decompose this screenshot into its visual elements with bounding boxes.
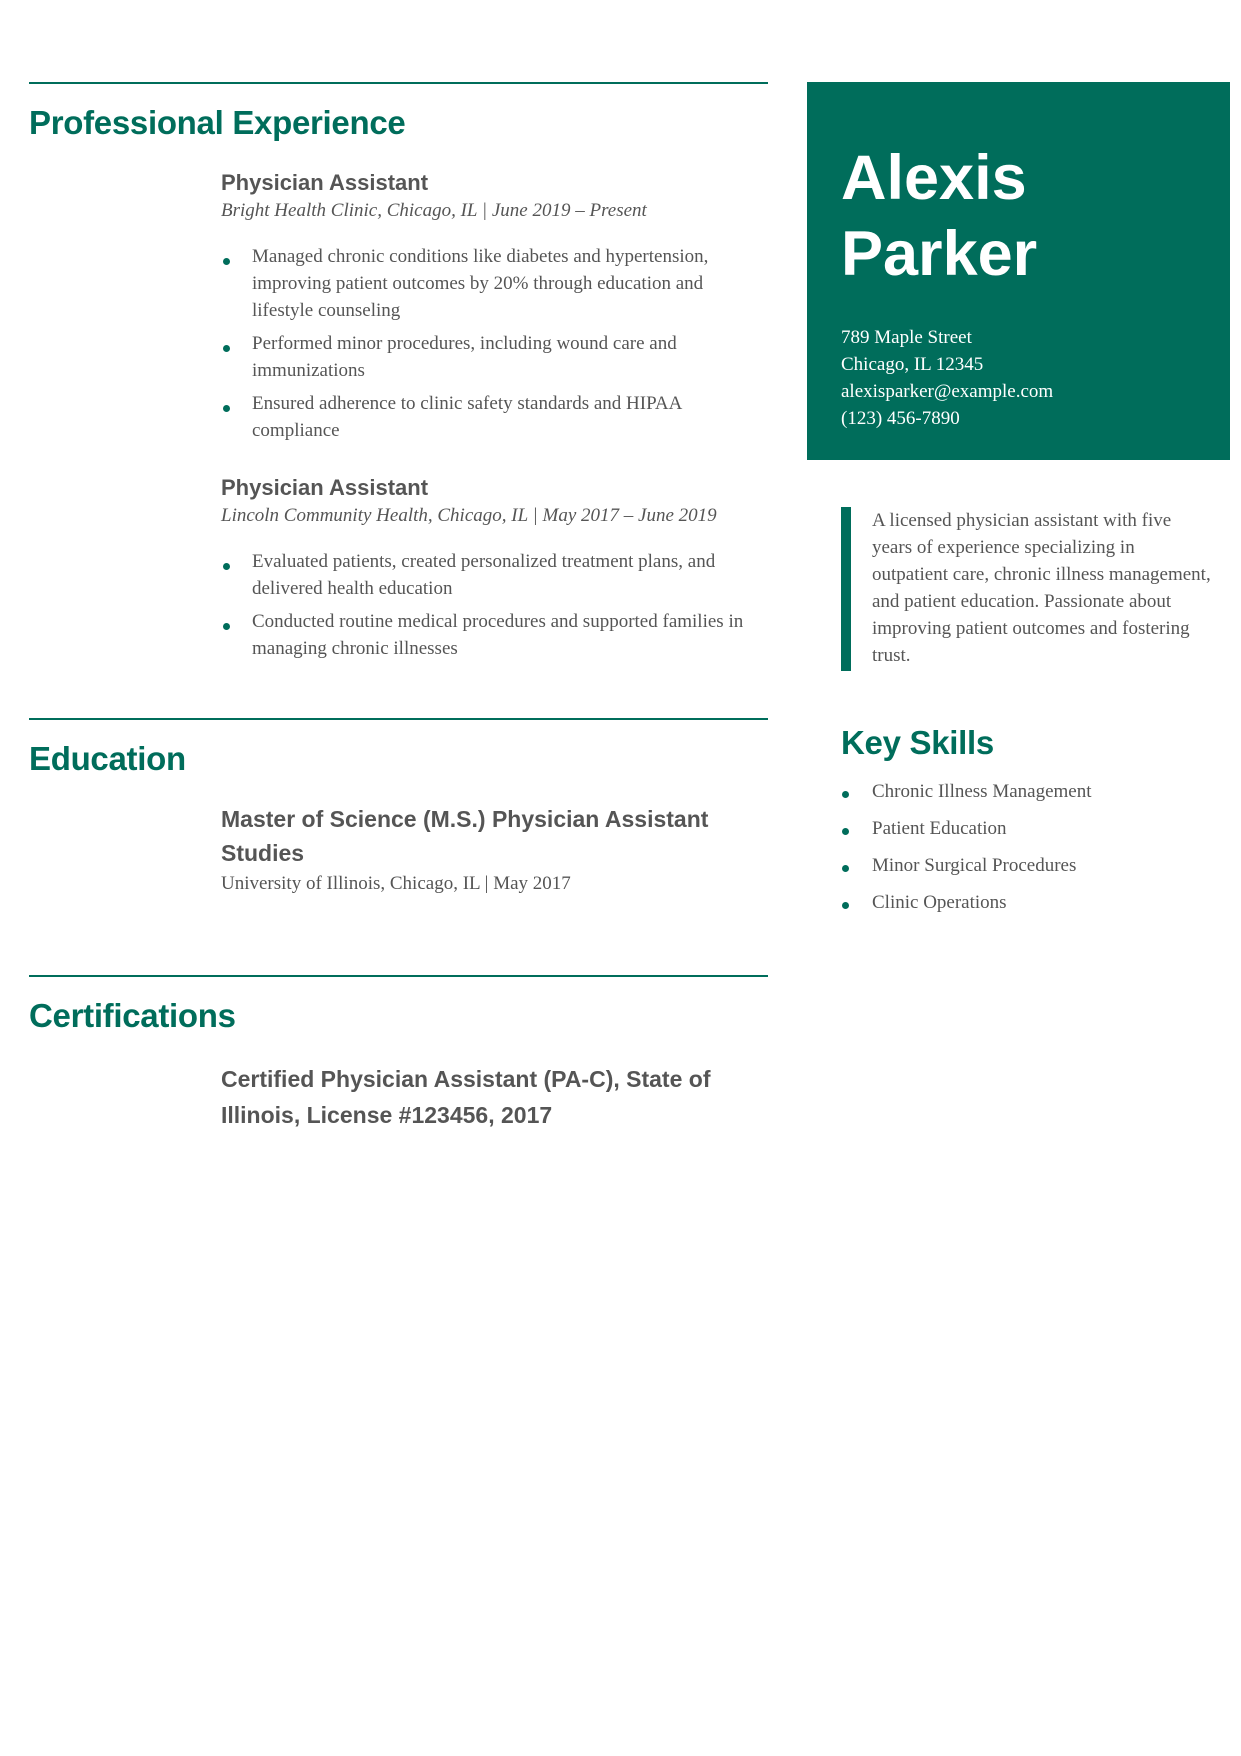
skills-heading: Key Skills <box>841 724 994 761</box>
certification-entry <box>221 1061 760 1133</box>
degree-title: Master of Science (M.S.) Physician Assistant Studies <box>221 806 709 866</box>
contact-info <box>841 324 1200 432</box>
main-column <box>29 82 768 1133</box>
skill-item: Minor Surgical Procedures <box>841 852 1221 879</box>
skills-section <box>841 722 1221 926</box>
name-header-box <box>807 82 1230 460</box>
profile-summary: A licensed physician assistant with five years of experience specializing in outpatient care, chronic illness management, and patient education. Passionate about improving patient outcomes and fostering trust. <box>841 507 1211 671</box>
skill-item: Clinic Operations <box>841 889 1221 916</box>
job-entry <box>221 474 760 662</box>
experience-section <box>29 82 768 662</box>
job-bullets <box>221 243 760 444</box>
skills-list <box>841 778 1221 916</box>
certifications-section <box>29 975 768 1133</box>
education-section <box>29 718 768 898</box>
school-meta: University of Illinois, Chicago, IL | May 2017 <box>221 873 571 894</box>
skill-item: Patient Education <box>841 815 1221 842</box>
last-name: Parker <box>841 219 1038 289</box>
job-meta: Bright Health Clinic, Chicago, IL | June 2019 – Present <box>221 200 647 221</box>
job-bullet: Conducted routine medical procedures and supported families in managing chronic illnesses <box>221 608 760 662</box>
job-bullet: Managed chronic conditions like diabetes and hypertension, improving patient outcomes by 20% through education and lifestyle counseling <box>221 243 760 324</box>
job-meta: Lincoln Community Health, Chicago, IL | May 2017 – June 2019 <box>221 505 717 526</box>
skill-item: Chronic Illness Management <box>841 778 1221 805</box>
job-bullet: Ensured adherence to clinic safety standards and HIPAA compliance <box>221 390 760 444</box>
email[interactable]: alexisparker@example.com <box>841 381 1054 402</box>
job-entry <box>221 169 760 444</box>
job-title: Physician Assistant <box>221 475 429 500</box>
first-name: Alexis <box>841 143 1027 213</box>
certification-item: Certified Physician Assistant (PA-C), State of Illinois, License #123456, 2017 <box>221 1066 711 1128</box>
job-bullets <box>221 548 760 662</box>
address-line2: Chicago, IL 12345 <box>841 354 984 375</box>
job-bullet: Performed minor procedures, including wound care and immunizations <box>221 330 760 384</box>
phone[interactable]: (123) 456-7890 <box>841 408 960 429</box>
candidate-name <box>841 140 1200 292</box>
education-entry <box>221 802 760 898</box>
certifications-heading: Certifications <box>29 997 236 1034</box>
education-heading: Education <box>29 740 186 777</box>
job-title: Physician Assistant <box>221 170 429 195</box>
experience-heading: Professional Experience <box>29 104 406 141</box>
address-line1: 789 Maple Street <box>841 327 972 348</box>
job-bullet: Evaluated patients, created personalized treatment plans, and delivered health education <box>221 548 760 602</box>
